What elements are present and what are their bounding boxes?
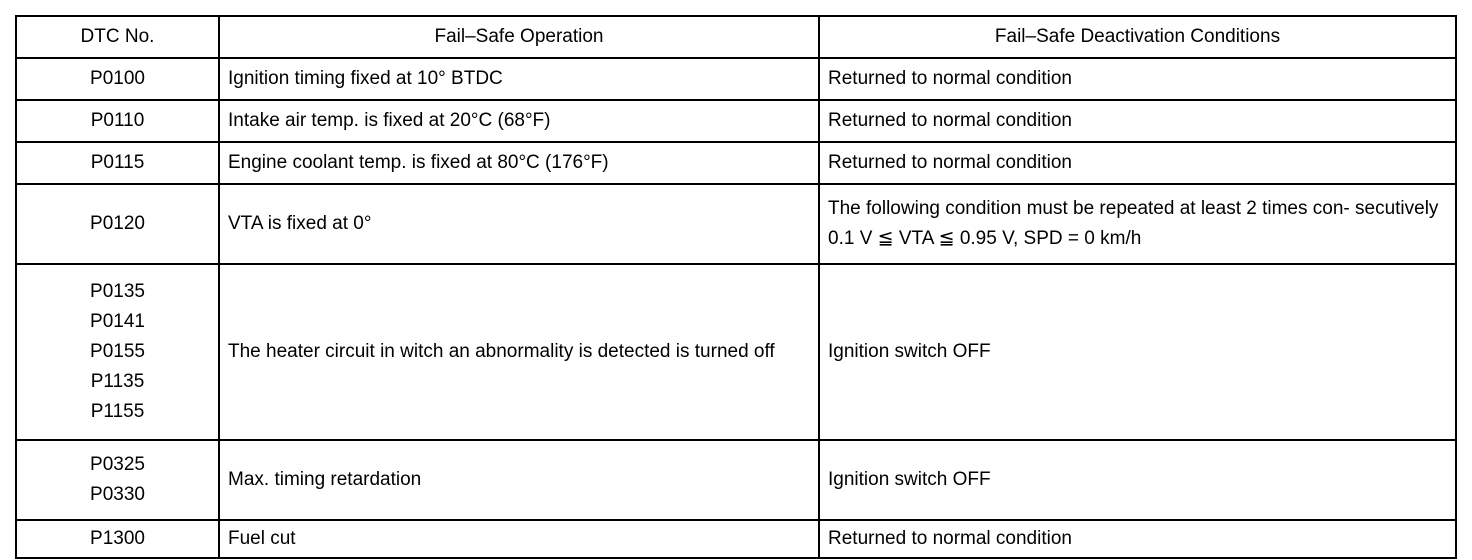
table-header-row [16, 16, 1456, 58]
dtc-code: P0330 [90, 484, 145, 505]
deactivation-cell: Ignition switch OFF [819, 264, 1456, 440]
deactivation-cell: Returned to normal condition [819, 520, 1456, 558]
dtc-code: P0135 [90, 281, 145, 302]
dtc-cell [16, 264, 219, 440]
header-fail-safe-operation: Fail–Safe Operation [219, 16, 819, 58]
dtc-code: P1300 [90, 528, 145, 549]
dtc-cell [16, 184, 219, 264]
dtc-code: P0325 [90, 454, 145, 475]
operation-cell [219, 264, 819, 440]
deactivation-cell: Returned to normal condition [819, 100, 1456, 142]
table-row [16, 440, 1456, 520]
dtc-code: P0155 [90, 341, 145, 362]
table-row [16, 142, 1456, 184]
dtc-code: P0100 [90, 68, 145, 89]
dtc-code: P0115 [90, 152, 145, 173]
operation-cell: Fuel cut [219, 520, 819, 558]
deactivation-text: The following condition must be repeated at least 2 times con- secutively 0.1 V ≦ VTA ≦ 0.95 V, SPD = 0 km/h [828, 198, 1439, 249]
deactivation-cell: Returned to normal condition [819, 58, 1456, 100]
fail-safe-table [15, 15, 1457, 559]
table-row [16, 58, 1456, 100]
dtc-code: P1155 [90, 401, 145, 422]
dtc-code: P0120 [90, 213, 145, 234]
operation-cell: Max. timing retardation [219, 440, 819, 520]
operation-text: The heater circuit in witch an abnormality is detected is turned off [228, 341, 775, 362]
dtc-cell [16, 100, 219, 142]
operation-cell: Ignition timing fixed at 10° BTDC [219, 58, 819, 100]
table-row [16, 520, 1456, 558]
dtc-cell [16, 440, 219, 520]
dtc-cell [16, 142, 219, 184]
header-dtc-no: DTC No. [16, 16, 219, 58]
deactivation-cell [819, 184, 1456, 264]
dtc-cell [16, 58, 219, 100]
operation-cell: Engine coolant temp. is fixed at 80°C (176°F) [219, 142, 819, 184]
dtc-code: P0141 [90, 311, 145, 332]
fail-safe-table-container [15, 15, 1455, 559]
dtc-code: P1135 [90, 371, 145, 392]
operation-cell: VTA is fixed at 0° [219, 184, 819, 264]
table-row [16, 100, 1456, 142]
table-row [16, 264, 1456, 440]
deactivation-cell: Returned to normal condition [819, 142, 1456, 184]
header-deactivation-conditions: Fail–Safe Deactivation Conditions [819, 16, 1456, 58]
table-row [16, 184, 1456, 264]
operation-cell: Intake air temp. is fixed at 20°C (68°F) [219, 100, 819, 142]
dtc-code: P0110 [90, 110, 145, 131]
deactivation-cell: Ignition switch OFF [819, 440, 1456, 520]
dtc-cell [16, 520, 219, 558]
